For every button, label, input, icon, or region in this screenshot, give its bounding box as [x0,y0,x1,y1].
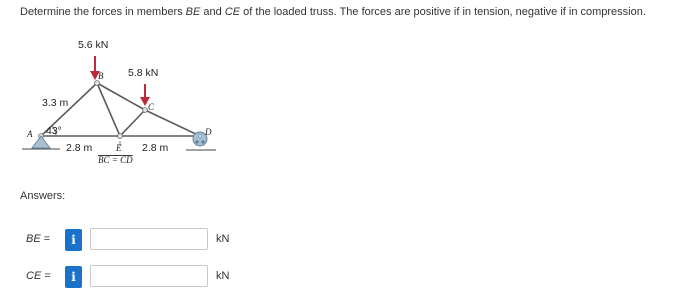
answers-heading: Answers: [20,190,66,202]
node-b-label: B [98,71,104,81]
ce-unit-label: kN [216,270,230,282]
node-e-pin [118,134,123,139]
ce-answer-input[interactable] [90,265,208,287]
member-cd [145,110,200,136]
member-ce-ref: CE [224,6,241,18]
load-c-label: 5.8 kN [128,67,159,79]
info-icon[interactable]: i [65,229,82,251]
answer-row-ce [0,263,676,291]
answer-label-be-equals: = [40,233,51,245]
member-be [97,83,120,136]
pin-support-a [32,136,50,148]
truss-members [41,83,200,136]
span-left-label: 2.8 m [66,142,93,154]
member-ce [120,110,145,136]
node-c-pin [143,108,148,113]
answer-label-ce [26,270,51,282]
answer-label-ce-text: CE [26,270,42,282]
node-b-pin [95,81,100,86]
answer-row-be [0,226,676,254]
answer-label-be-text: BE [26,233,41,245]
angle-label: 43° [46,125,62,137]
be-unit-label: kN [216,233,230,245]
answer-label-ce-equals: = [41,270,51,282]
equality-note: BC = CD [98,155,133,165]
question-text-start: Determine the forces in members [20,6,186,18]
question-text-and: and [200,6,225,18]
span-right-label: 2.8 m [142,142,169,154]
node-d-label: D [205,127,212,137]
node-e-label: E [116,143,122,153]
member-be-ref: BE [185,6,201,18]
answer-label-be [26,233,50,245]
member-bc [97,83,145,110]
be-answer-input[interactable] [90,228,208,250]
height-label: 3.3 m [42,97,69,109]
node-a-label: A [27,129,33,139]
node-c-label: C [148,102,155,112]
question-text-end: of the loaded truss. The forces are positive if in tension, negative if in compression. [240,6,646,18]
load-b-label: 5.6 kN [78,39,109,51]
info-icon[interactable]: i [65,266,82,288]
